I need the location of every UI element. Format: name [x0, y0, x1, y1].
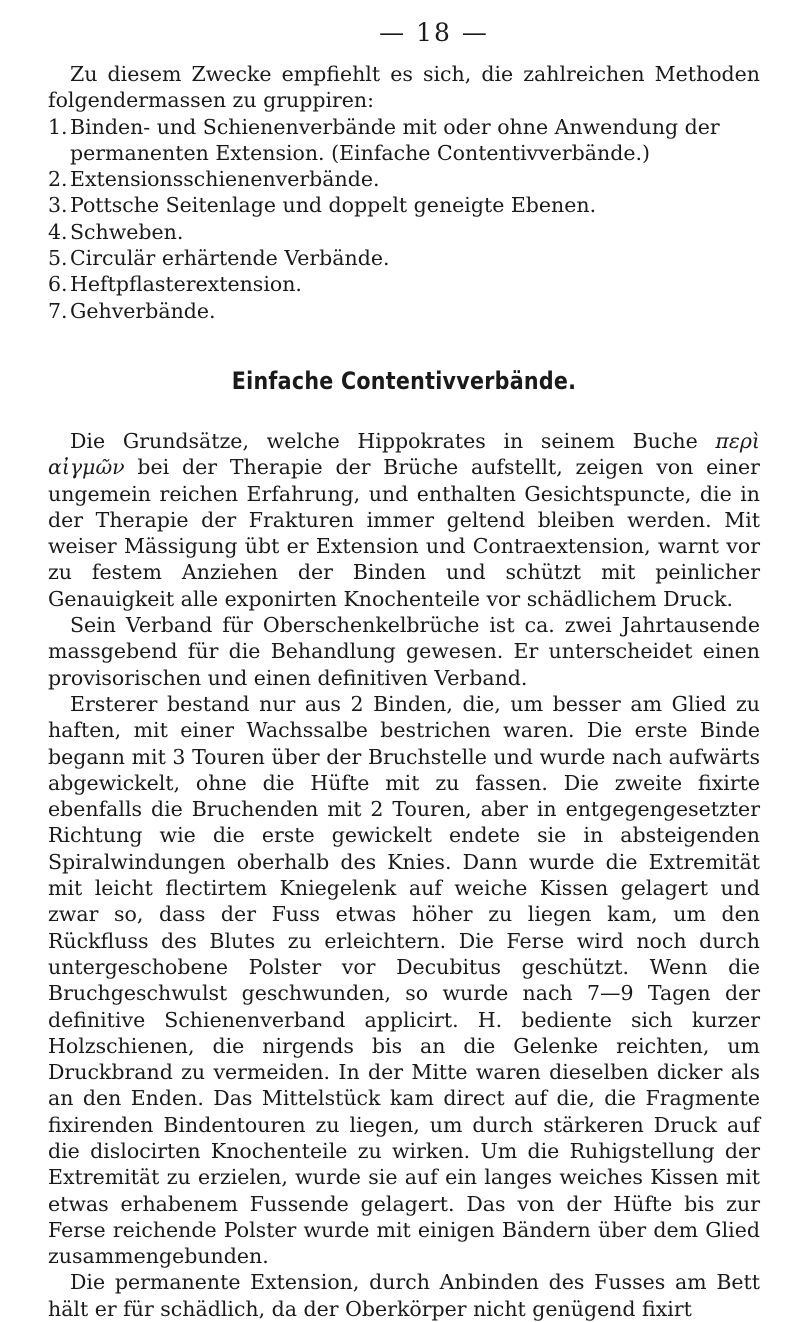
paragraph-extension: Die permanente Extension, durch Anbinden des Fusses am Bett hält er für schädlich, da der Oberkörper nicht genügend fixirt	[48, 1270, 760, 1321]
list-item	[48, 114, 760, 167]
paragraph-text: Die Grundsätze, welche Hippokrates in seinem Buche	[70, 428, 698, 453]
paragraph-hippokrates	[48, 428, 760, 612]
list-item-number: 3.	[48, 193, 68, 218]
list-item	[48, 192, 760, 218]
list-item-number: 6.	[48, 272, 68, 297]
paragraph-verband: Sein Verband für Oberschenkelbrüche ist ca. zwei Jahrtausende massgebend für die Behandlung gewesen. Er unterscheidet einen provisorischen und einen definitiven Verband.	[48, 613, 760, 690]
list-item	[48, 166, 760, 192]
list-item-text: Pottsche Seitenlage und doppelt geneigte Ebenen.	[70, 193, 597, 218]
list-item-text: Extensionsschienenverbände.	[70, 167, 380, 192]
list-item	[48, 271, 760, 297]
list-item	[48, 245, 760, 271]
list-item	[48, 219, 760, 245]
intro-paragraph: Zu diesem Zwecke empfiehlt es sich, die zahlreichen Methoden folgendermassen zu gruppiren:	[48, 62, 760, 113]
list-item-text: Heftpflasterextension.	[70, 272, 302, 297]
method-list	[48, 114, 760, 324]
book-page	[48, 18, 760, 1322]
list-item-text: Circulär erhärtende Verbände.	[70, 246, 390, 271]
list-item-text: Binden- und Schienenverbände mit oder ohne Anwendung der permanenten Extension. (Einfache Contentivverbände.)	[70, 114, 720, 165]
greek-title: περὶ αἰγμῶν	[48, 428, 760, 480]
list-item-number: 4.	[48, 219, 68, 244]
list-item-text: Schweben.	[70, 219, 184, 244]
list-item-text: Gehverbände.	[70, 298, 216, 323]
section-heading: Einfache Contentivverbände.	[231, 366, 577, 395]
paragraph-ersterer: Ersterer bestand nur aus 2 Binden, die, um besser am Glied zu haften, mit einer Wachssalbe bestrichen waren. Die erste Binde begann mit 3 Touren über der Bruchstelle und wurde nach aufwärts abgewickelt, ohne die Hüfte mit zu fassen. Die zweite fixirte ebenfalls die Bruchenden mit 2 Touren, aber in entgegengesetzter Richtung wie die erste gewickelt endete sie in absteigenden Spiralwindungen oberhalb des Knies. Dann wurde die Extremität mit leicht flectirtem Kniegelenk auf weiche Kissen gelagert und zwar so, dass der Fuss etwas höher zu liegen kam, um den Rückfluss des Blutes zu erleichtern. Die Ferse wird noch durch untergeschobene Polster vor Decubitus geschützt. Wenn die Bruchgeschwulst geschwunden, so wurde nach 7—9 Tagen der definitive Schienenverband applicirt. H. bediente sich kurzer Holzschienen, die nirgends bis an die Gelenke reichten, um Druckbrand zu vermeiden. In der Mitte waren dieselben dicker als an den Enden. Das Mittelstück kam direct auf die, die Fragmente fixirenden Bindentouren zu liegen, um durch stärkeren Druck auf die dislocirten Knochenteile zu wirken. Um die Ruhigstellung der Extremität zu erzielen, wurde sie auf ein langes weiches Kissen mit etwas erhabenem Fussende gelagert. Das von der Hüfte bis zur Ferse reichende Polster wurde mit einigen Bändern über dem Glied zusammengebunden.	[48, 691, 760, 1269]
list-item-number: 1.	[48, 114, 68, 139]
paragraph-text: bei der Therapie der Brüche aufstellt, zeigen von einer ungemein reichen Erfahrung, und enthalten Gesichtspuncte, die in der Therapie der Frakturen immer geltend bleiben werden. Mit weiser Mässigung übt er Extension und Contraextension, warnt vor zu festem Anziehen der Binden und schützt mit peinlicher Genauigkeit alle exponirten Knochenteile vor schädlichem Druck.	[48, 455, 760, 611]
list-item-number: 7.	[48, 298, 68, 323]
list-item-number: 5.	[48, 246, 68, 271]
list-item-number: 2.	[48, 167, 68, 192]
list-item	[48, 298, 760, 324]
page-number: — 18 —	[379, 18, 489, 47]
